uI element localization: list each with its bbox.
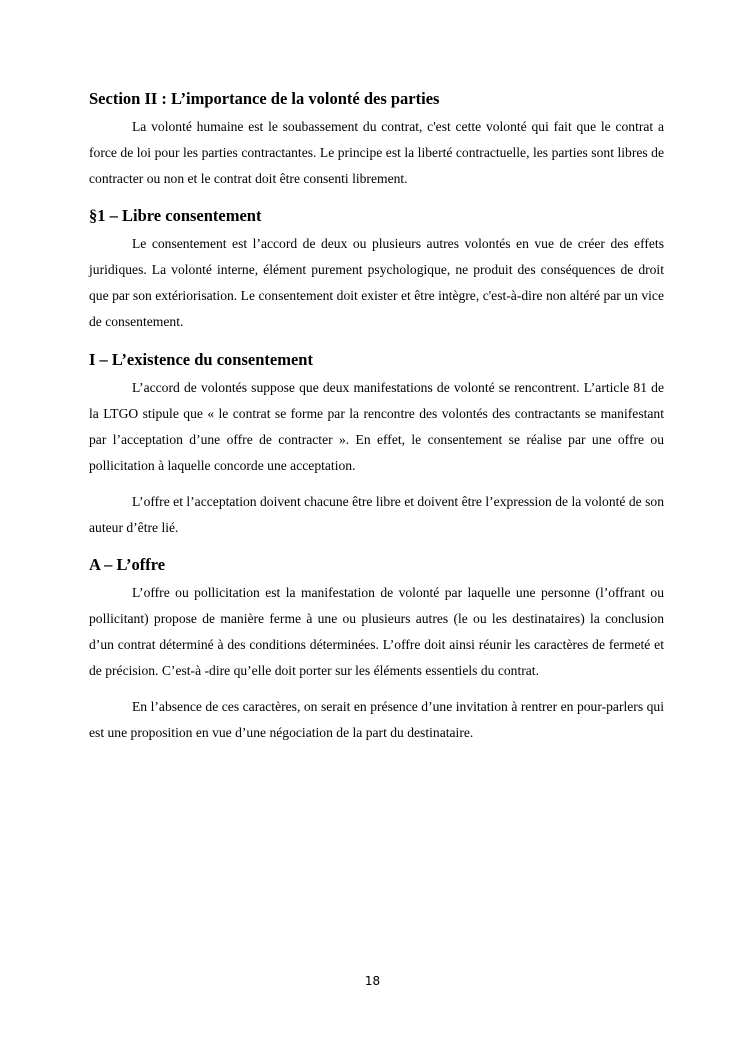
- existence-paragraph-2: L’offre et l’acceptation doivent chacune être libre et doivent être l’expression de la volonté de son auteur d’être lié.: [89, 494, 664, 535]
- section-title: Section II : L’importance de la volonté des parties: [89, 89, 440, 108]
- page-number: 18: [364, 974, 381, 988]
- libre-consentement-paragraph: Le consentement est l’accord de deux ou plusieurs autres volontés en vue de créer des effets juridiques. La volonté interne, élément purement psychologique, ne produit des conséquences de droit que par son extériorisation. Le consentement doit exister et être intègre, c'est-à-dire non altéré par un vice de consentement.: [89, 236, 664, 329]
- subsection-offre-title: A – L’offre: [89, 555, 166, 574]
- subsection-existence-title: I – L’existence du consentement: [89, 350, 313, 369]
- page-content: [89, 88, 664, 746]
- subsection-libre-consentement-title: §1 – Libre consentement: [89, 206, 262, 225]
- offre-paragraph-2: En l’absence de ces caractères, on serait en présence d’une invitation à rentrer en pour-parlers qui est une proposition en vue d’une négociation de la part du destinataire.: [89, 699, 664, 740]
- section-intro-paragraph: La volonté humaine est le soubassement du contrat, c'est cette volonté qui fait que le contrat a force de loi pour les parties contractantes. Le principe est la liberté contractuelle, les parties sont libres de contracter ou non et le contrat doit être consenti librement.: [89, 119, 664, 186]
- existence-paragraph-1: L’accord de volontés suppose que deux manifestations de volonté se rencontrent. L’article 81 de la LTGO stipule que « le contrat se forme par la rencontre des volontés des contractants se manifestant par l’acceptation d’une offre de contracter ». En effet, le consentement se réalise par une offre ou pollicitation à laquelle concorde une acceptation.: [89, 380, 664, 473]
- offre-paragraph-1: L’offre ou pollicitation est la manifestation de volonté par laquelle une personne (l’offrant ou pollicitant) propose de manière ferme à une ou plusieurs autres (le ou les destinataires) la conclusion d’un contrat déterminé à des conditions déterminées. L’offre doit ainsi réunir les caractères de fermeté et de précision. C’est-à -dire qu’elle doit porter sur les éléments essentiels du contrat.: [89, 585, 664, 678]
